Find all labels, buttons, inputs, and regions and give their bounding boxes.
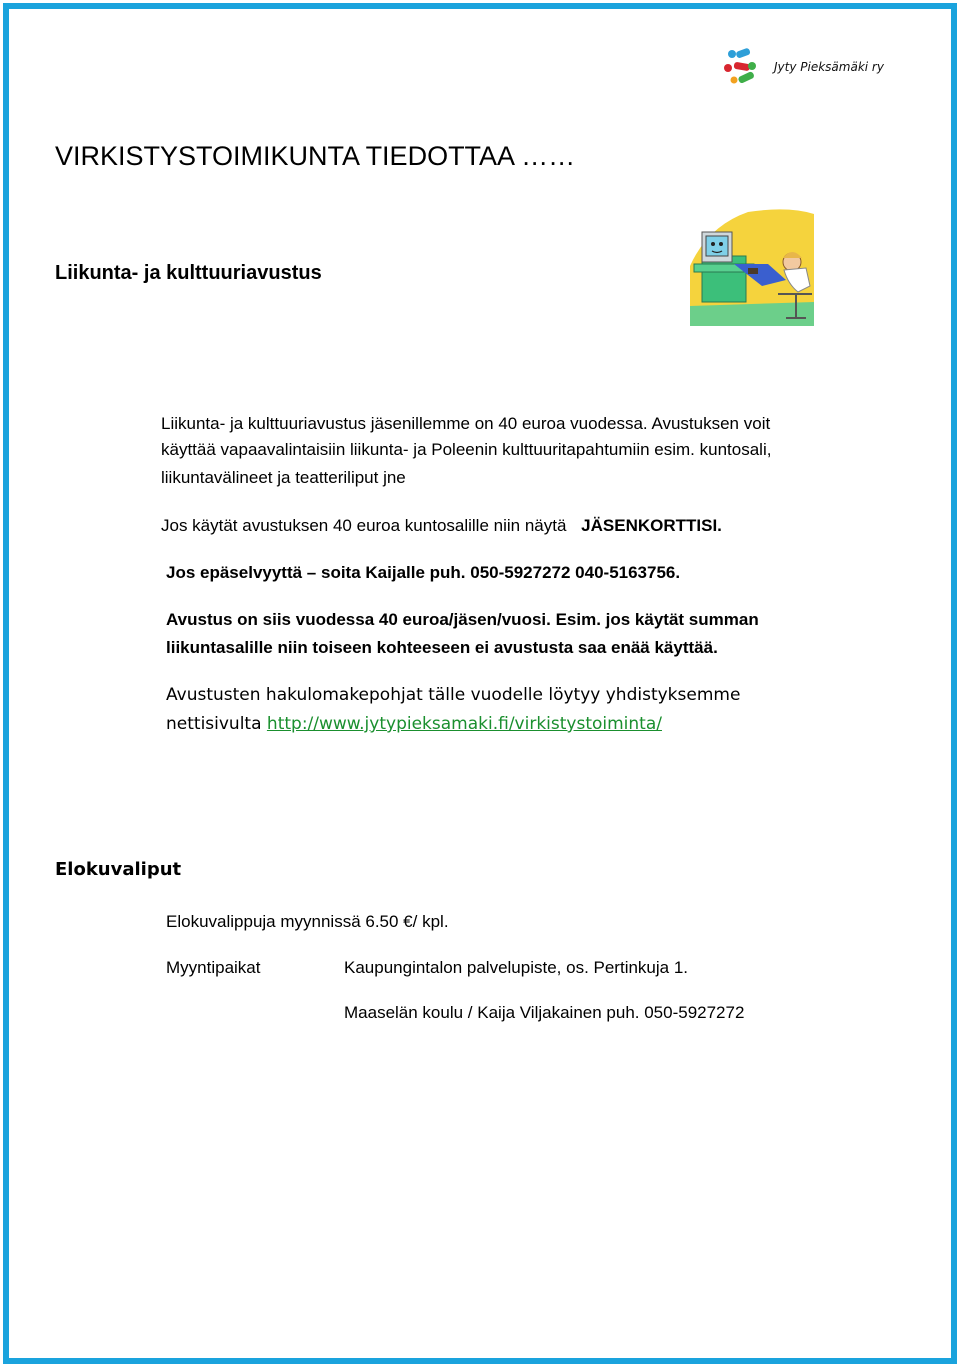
ticket-price: Elokuvalippuja myynnissä 6.50 €/ kpl. [166, 912, 449, 931]
website-link[interactable]: http://www.jytypieksamaki.fi/virkistystoiminta/ [266, 714, 662, 734]
form-info-line-2 [166, 714, 662, 734]
card-instruction-text: Jos käytät avustuksen 40 euroa kuntosalille niin näytä [161, 516, 567, 535]
logo-text: Jyty Pieksämäki ry [774, 60, 884, 74]
form-info-prefix: nettisivulta [166, 714, 262, 734]
subsidy-paragraph-line-3: liikuntavälineet ja teatteriliput jne [161, 468, 406, 487]
section-heading-movie-tickets: Elokuvaliput [55, 859, 182, 880]
sales-label: Myyntipaikat [166, 958, 261, 977]
card-instruction-emphasis: JÄSENKORTTISI. [581, 516, 722, 535]
logo-mark-icon [722, 44, 772, 88]
subsidy-paragraph-line-2: käyttää vapaavalintaisiin liikunta- ja Poleenin kulttuuritapahtumiin esim. kuntosali, [161, 440, 772, 459]
sales-place-1: Kaupungintalon palvelupiste, os. Pertinkuja 1. [344, 958, 689, 977]
rule-line-1: Avustus on siis vuodessa 40 euroa/jäsen/vuosi. Esim. jos käytät summan [166, 610, 759, 629]
form-info-line-1: Avustusten hakulomakepohjat tälle vuodelle löytyy yhdistyksemme [166, 685, 741, 705]
contact-line: Jos epäselvyyttä – soita Kaijalle puh. 050-5927272 040-5163756. [166, 563, 681, 582]
union-logo [722, 44, 902, 88]
rule-line-2: liikuntasalille niin toiseen kohteeseen ei avustusta saa enää käyttää. [166, 638, 718, 657]
section-heading-subsidy: Liikunta- ja kulttuuriavustus [55, 262, 322, 284]
sales-place-2: Maaselän koulu / Kaija Viljakainen puh. 050-5927272 [344, 1003, 745, 1022]
card-instruction [161, 513, 722, 539]
relaxing-office-worker-illustration [688, 206, 816, 328]
subsidy-paragraph-line-1: Liikunta- ja kulttuuriavustus jäsenillemme on 40 euroa vuodessa. Avustuksen voit [161, 414, 771, 433]
page-title: VIRKISTYSTOIMIKUNTA TIEDOTTAA …… [55, 141, 576, 171]
